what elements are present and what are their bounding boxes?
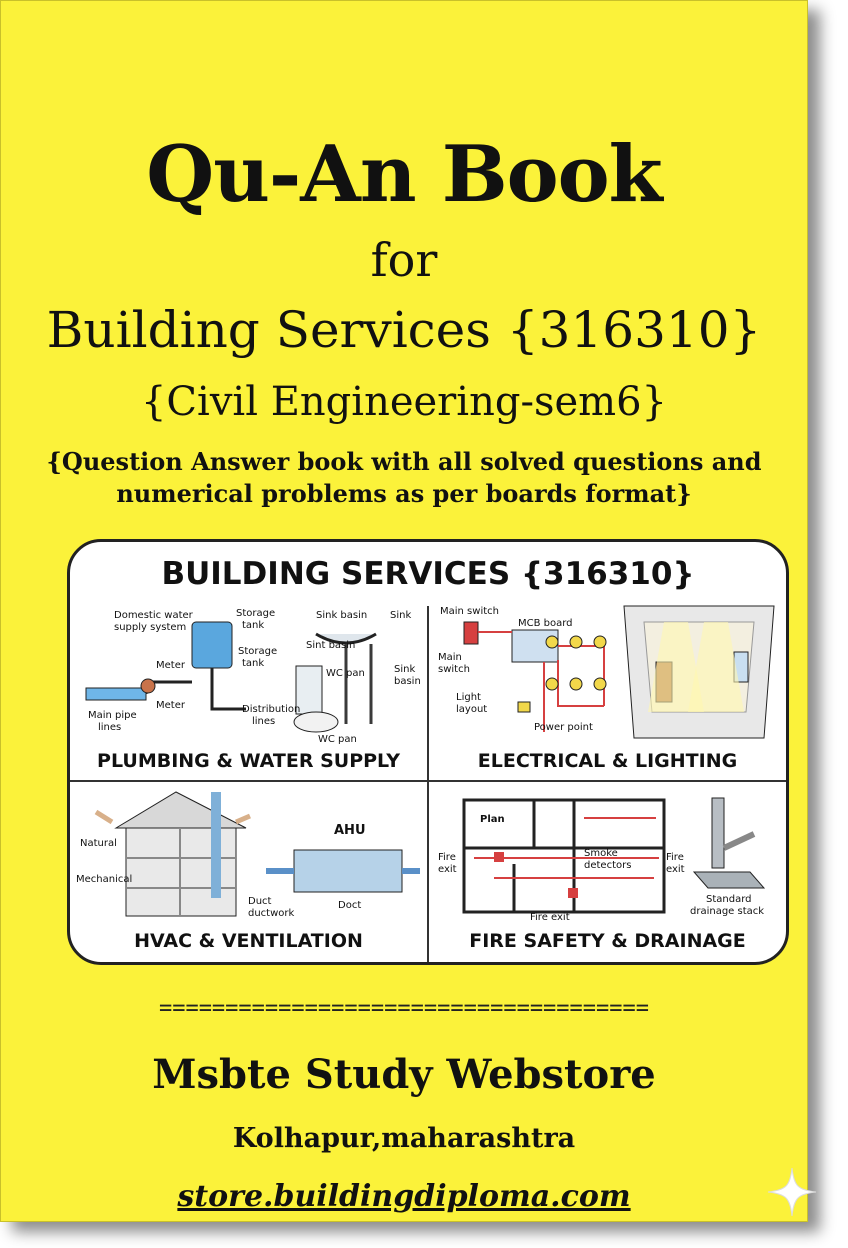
svg-text:Natural: Natural	[80, 838, 117, 849]
svg-text:Meter: Meter	[156, 660, 185, 671]
services-illustration-panel	[67, 539, 789, 965]
description-line-2: numerical problems as per boards format}	[116, 479, 692, 508]
electrical-diagram-icon	[434, 602, 780, 742]
svg-text:Main: Main	[438, 652, 462, 663]
svg-text:Storage: Storage	[238, 646, 278, 657]
svg-text:Smoke: Smoke	[584, 848, 618, 859]
svg-text:lines: lines	[98, 722, 122, 733]
svg-text:Plan: Plan	[480, 814, 505, 825]
quadrant-label-electrical: ELECTRICAL & LIGHTING	[477, 750, 738, 772]
svg-text:WC pan: WC pan	[326, 668, 365, 679]
quadrant-label-fire-safety: FIRE SAFETY & DRAINAGE	[469, 930, 746, 952]
book-description	[1, 446, 807, 510]
svg-text:Distribution: Distribution	[242, 704, 301, 715]
svg-text:supply system: supply system	[114, 622, 187, 633]
svg-text:Fire: Fire	[438, 852, 456, 863]
svg-text:Power point: Power point	[534, 722, 593, 733]
svg-text:Sink: Sink	[390, 610, 412, 621]
plumbing-diagram-icon	[76, 604, 422, 744]
svg-text:Mechanical: Mechanical	[76, 874, 133, 885]
sparkle-icon	[766, 1166, 818, 1218]
svg-text:Duct: Duct	[248, 896, 272, 907]
svg-text:basin: basin	[394, 676, 421, 687]
svg-text:MCB board: MCB board	[518, 618, 573, 629]
svg-text:Standard: Standard	[706, 894, 752, 905]
svg-text:Light: Light	[456, 692, 481, 703]
horizontal-divider	[70, 780, 786, 782]
svg-text:exit: exit	[438, 864, 457, 875]
separator-line: =====================================	[158, 996, 650, 1021]
svg-text:AHU: AHU	[334, 823, 366, 838]
panel-title: BUILDING SERVICES {316310}	[161, 556, 695, 592]
svg-text:Doct: Doct	[338, 900, 362, 911]
svg-text:WC pan: WC pan	[318, 734, 357, 744]
svg-text:Meter: Meter	[156, 700, 185, 711]
description-line-1: {Question Answer book with all solved questions and	[46, 447, 762, 476]
quadrant-label-plumbing: PLUMBING & WATER SUPPLY	[97, 750, 400, 772]
svg-text:layout: layout	[456, 704, 488, 715]
vertical-divider	[427, 606, 429, 962]
svg-text:exit: exit	[666, 864, 685, 875]
quadrant-label-hvac: HVAC & VENTILATION	[134, 930, 363, 952]
svg-text:lines: lines	[252, 716, 276, 727]
svg-text:Fire exit: Fire exit	[530, 912, 570, 922]
publisher-location: Kolhapur,maharashtra	[232, 1123, 576, 1154]
svg-text:Sint basin: Sint basin	[306, 640, 356, 651]
hvac-diagram-icon	[76, 788, 422, 922]
svg-text:switch: switch	[438, 664, 470, 675]
svg-text:tank: tank	[242, 658, 265, 669]
svg-text:Domestic water: Domestic water	[114, 610, 193, 621]
svg-text:Sink basin: Sink basin	[316, 610, 368, 621]
svg-text:Storage: Storage	[236, 608, 276, 619]
website-link[interactable]: store.buildingdiploma.com	[177, 1179, 631, 1214]
book-title: Qu-An Book	[146, 129, 662, 220]
svg-text:drainage stack: drainage stack	[690, 906, 765, 917]
svg-text:detectors: detectors	[584, 860, 632, 871]
svg-text:Fire: Fire	[666, 852, 684, 863]
branch-semester: {Civil Engineering-sem6}	[140, 379, 668, 425]
svg-text:Sink: Sink	[394, 664, 416, 675]
publisher-name: Msbte Study Webstore	[152, 1051, 656, 1098]
svg-text:tank: tank	[242, 620, 265, 631]
fire-safety-diagram-icon	[434, 788, 780, 922]
subject-name: Building Services {316310}	[46, 301, 762, 359]
svg-text:Main pipe: Main pipe	[88, 710, 137, 721]
for-word: for	[370, 233, 438, 287]
svg-text:ductwork: ductwork	[248, 908, 295, 919]
svg-text:Main switch: Main switch	[440, 606, 499, 617]
